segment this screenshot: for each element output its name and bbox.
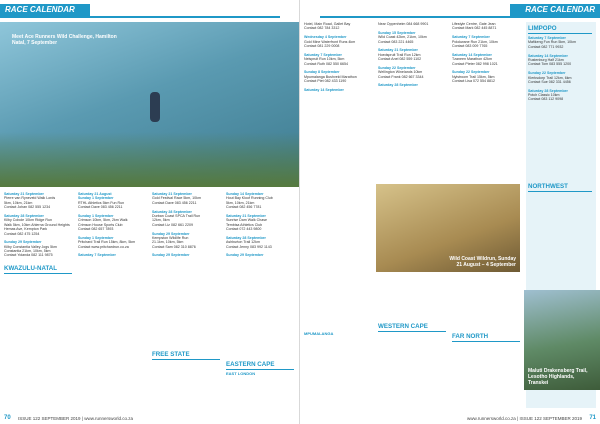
- listing-line: Saturday 7 September: [304, 52, 342, 57]
- right-header: [300, 0, 600, 22]
- listing-line: Contact Mark 082 445 8871: [452, 26, 497, 31]
- right-section-tab: RACE CALENDAR: [510, 4, 600, 16]
- listing-line: Saturday 21 September: [152, 192, 192, 196]
- listing-line: Contact Piet 082 433 1190: [304, 79, 347, 84]
- listing-line: Sunrise Dam Walk Chase: [226, 218, 268, 223]
- photo1-caption: Wild Coast Wildrun, Sunday 21 August – 4 September: [449, 256, 516, 268]
- listing-line: Contact Sue 082 331 4456: [528, 79, 571, 84]
- listing-line: Sunday 29 September: [152, 231, 190, 236]
- left-column-3: [152, 192, 222, 408]
- eastern-cape-rule: [226, 369, 294, 370]
- listing-line: Sunday 29 September: [152, 253, 190, 258]
- listing-line: Lifestyle Centre, Gate Jean: [452, 22, 496, 26]
- listing-line: Pritchard Trail Run 15km, 8km, 5km: [78, 240, 136, 245]
- listing-line: Hotel, Main Road, Gallet Bay: [304, 22, 351, 26]
- listing-line: Sunday 22 September: [528, 71, 566, 76]
- listing-line: Gold Festival Race 5km, 10km: [152, 196, 201, 201]
- left-page-number: 70: [4, 415, 11, 421]
- listing-line: Saturday 14 September: [304, 87, 344, 92]
- listing-line: Sunday 29 September: [4, 240, 42, 245]
- far-north-rule: [452, 341, 520, 342]
- listing-line: Kilby Cobole 10km Ridge Run: [4, 218, 52, 223]
- listing-line: Contact Johan 082 555 1234: [4, 205, 51, 210]
- listing-line: Saturday 28 September: [152, 209, 192, 214]
- left-header: [0, 0, 300, 22]
- listing-line: Hoedspruit Trail Run 12km: [378, 52, 421, 57]
- listing-line: Hemas Ave, Kempton Park: [4, 227, 48, 232]
- limpopo-rule: [528, 33, 592, 34]
- listing-line: Mafikeng Fun Run 5km, 10km: [528, 40, 576, 45]
- listing-line: Saturday 7 September: [528, 36, 566, 40]
- listing-line: Contact 082 771 9932: [528, 44, 564, 49]
- listing-line: Ashburton Trail 12km: [226, 240, 260, 245]
- right-page: [300, 0, 600, 424]
- listing-line: Saturday 14 September: [452, 52, 492, 57]
- listing-line: Walk 5km, 10km Ahlerna Ground Heights: [4, 222, 70, 227]
- region-heading-western-cape: WESTERN CAPE: [378, 323, 428, 330]
- listing-line: 5km, 10km, 21km: [226, 200, 255, 205]
- listing-line: RTHL Athletics 5km Fun Run: [78, 200, 125, 205]
- right-photo-2: [524, 290, 600, 390]
- listing-line: Contact Dave 083 456 2211: [152, 200, 197, 205]
- listing-line: Nylstroom Trail 15km, 5km: [452, 74, 495, 79]
- listing-line: Hout Bay Kloof Running Club: [226, 196, 273, 201]
- listing-line: Wild Coast 42km, 21km, 10km: [378, 35, 427, 40]
- listing-line: Wellington Winelands 10km: [378, 70, 423, 75]
- listing-line: Contact Jenny 083 992 1143: [226, 244, 272, 249]
- right-column-4: [528, 36, 594, 266]
- subheading-east-london: EAST LONDON: [226, 371, 256, 376]
- listing-line: Contact 083 009 7765: [452, 43, 488, 48]
- photo2-caption: Maluti Drakensberg Trail, Lesotho Highlands, Transkei: [528, 368, 588, 386]
- listing-line: Contact 081 229 0008: [304, 43, 340, 48]
- listing-line: Sunday 8 September: [304, 70, 340, 75]
- listing-line: Saturday 21 September: [4, 192, 44, 196]
- region-heading-eastern-cape: EASTERN CAPE: [226, 361, 275, 368]
- listing-line: 5km, 10km, 21km: [4, 200, 33, 205]
- listing-line: Mpumalanga Bushveld Marathon: [304, 74, 357, 79]
- subheading-mpumalanga: MPUMALANGA: [304, 331, 334, 336]
- listing-line: Contact 082 784 3312: [304, 26, 340, 31]
- listing-line: Contact Frank 082 667 3344: [378, 74, 424, 79]
- listing-line: Saturday 14 September: [528, 53, 568, 58]
- listing-line: Sunday 1 September: [78, 213, 114, 218]
- listing-line: Near Oppenheim 084 668 9901: [378, 22, 429, 26]
- listing-line: Saturday 21 September: [378, 48, 418, 53]
- region-heading-northwest: NORTHWEST: [528, 183, 568, 190]
- listing-line: Klerksdorp Trail 12km, 6km: [528, 75, 572, 80]
- listing-line: Durban Coast SPCA Trail Run: [152, 213, 201, 218]
- listing-line: Contact Anel 082 559 1102: [378, 57, 422, 62]
- left-column-2: [78, 192, 148, 408]
- left-listing-columns: [4, 192, 296, 412]
- western-cape-rule: [378, 331, 446, 332]
- listing-line: Contact Sam 082 310 8876: [152, 244, 196, 249]
- right-photo-1: [376, 184, 520, 272]
- listing-line: Sunday 1 September: [78, 235, 114, 240]
- listing-line: Contact 072 443 9800: [226, 227, 262, 232]
- listing-line: Sunday 1 September: [78, 196, 114, 201]
- listing-line: Crimson House Sports Club: [78, 222, 123, 227]
- region-heading-kwazulu: KWAZULU-NATAL: [4, 265, 58, 272]
- listing-line: Contact 082 475 1254: [4, 231, 40, 236]
- listing-line: Sunday 29 September: [226, 253, 264, 258]
- left-header-rule: [0, 16, 280, 18]
- listing-line: Contact Yolanda 082 111 9875: [4, 253, 53, 258]
- hero-ground: [0, 132, 300, 187]
- right-footer: www.runnersworld.co.za | ISSUE 122 SEPTEMBER 2019: [467, 416, 582, 421]
- listing-line: Saturday 28 September: [226, 235, 266, 240]
- listing-line: Saturday 7 September: [78, 253, 116, 258]
- left-column-1: [4, 192, 74, 408]
- listing-line: Sunday 14 September: [226, 192, 264, 196]
- region-heading-limpopo: LIMPOPO: [528, 25, 557, 32]
- left-hero-photo: [0, 22, 300, 187]
- listing-line: Sunday 22 September: [452, 70, 490, 75]
- listing-line: Saturday 28 September: [378, 83, 418, 88]
- listing-line: Crimson 10km, 5km, 2km Walk: [78, 218, 128, 223]
- listing-line: Contact Tom 083 555 1200: [528, 62, 572, 67]
- listing-line: Saturday 28 September: [528, 88, 568, 93]
- right-column-1: [304, 22, 374, 408]
- listing-line: Contact Dave 083 456 2211: [78, 205, 123, 210]
- kwazulu-rule: [4, 273, 72, 274]
- listing-line: Sunday 15 September: [378, 30, 416, 35]
- listing-line: Kilby Constantia Valley Jogs 5km: [4, 244, 57, 249]
- listing-line: Tzaneen Marathon 42km: [452, 57, 492, 62]
- listing-line: Contact 083 112 9098: [528, 97, 564, 102]
- listing-line: Saturday 21 September: [226, 213, 266, 218]
- listing-line: Contact Lisa 072 554 8812: [452, 79, 495, 84]
- left-footer: ISSUE 122 SEPTEMBER 2019 | www.runnersworld.co.za: [18, 416, 133, 421]
- listing-line: Tembisa Athletics Club: [226, 222, 263, 227]
- listing-line: [452, 83, 522, 87]
- listing-line: Polokwane Run 21km, 10km: [452, 39, 498, 44]
- region-heading-free-state: FREE STATE: [152, 351, 190, 358]
- listing-line: Gold Mine Waterfront Runs 4km: [304, 39, 356, 44]
- listing-line: Contact 082 456 7781: [226, 205, 262, 210]
- listing-line: Saturday 28 September: [4, 213, 44, 218]
- photo-caption: Meet Ace Runners Wild Challenge, Hamilton Natal, 7 September: [12, 34, 117, 46]
- right-header-rule: [320, 16, 600, 18]
- free-state-rule: [152, 359, 220, 360]
- right-page-number: 71: [589, 415, 596, 421]
- listing-line: Contact 082 657 7893: [78, 227, 114, 232]
- listing-line: Contact Liz 082 661 2209: [152, 222, 193, 227]
- listing-line: Contact 083 221 4465: [378, 39, 414, 44]
- listing-line: Nelspruit Run 10km, 5km: [304, 57, 345, 62]
- northwest-rule: [528, 191, 592, 192]
- listing-line: Rustenburg Half 21km: [528, 57, 564, 62]
- listing-line: Constantia 21km, 10km, 5km: [4, 249, 51, 254]
- listing-line: Saturday 7 September: [452, 35, 490, 40]
- listing-line: Potch Classic 10km: [528, 93, 560, 98]
- runner-figure: [150, 92, 160, 122]
- listing-line: Saturday 21 August: [78, 192, 112, 196]
- listing-line: Sunday 22 September: [378, 65, 416, 70]
- listing-line: Contact Pieter 082 998 1021: [452, 61, 498, 66]
- listing-line: 12km, 5km: [152, 218, 170, 223]
- listing-line: Pierre van Ryneveld Walk Lords: [4, 196, 56, 201]
- listing-line: 21.1km, 10km, 5km: [152, 240, 184, 245]
- left-section-tab: RACE CALENDAR: [0, 4, 90, 16]
- region-heading-far-north: FAR NORTH: [452, 333, 489, 340]
- listing-line: Contact www.pritchardrun.co.za: [78, 244, 129, 249]
- listing-line: Contact Ruth 082 550 6654: [304, 61, 348, 66]
- listing-line: Wednesday 4 September: [304, 35, 347, 40]
- listing-line: Kempston Wildlife Run: [152, 235, 189, 240]
